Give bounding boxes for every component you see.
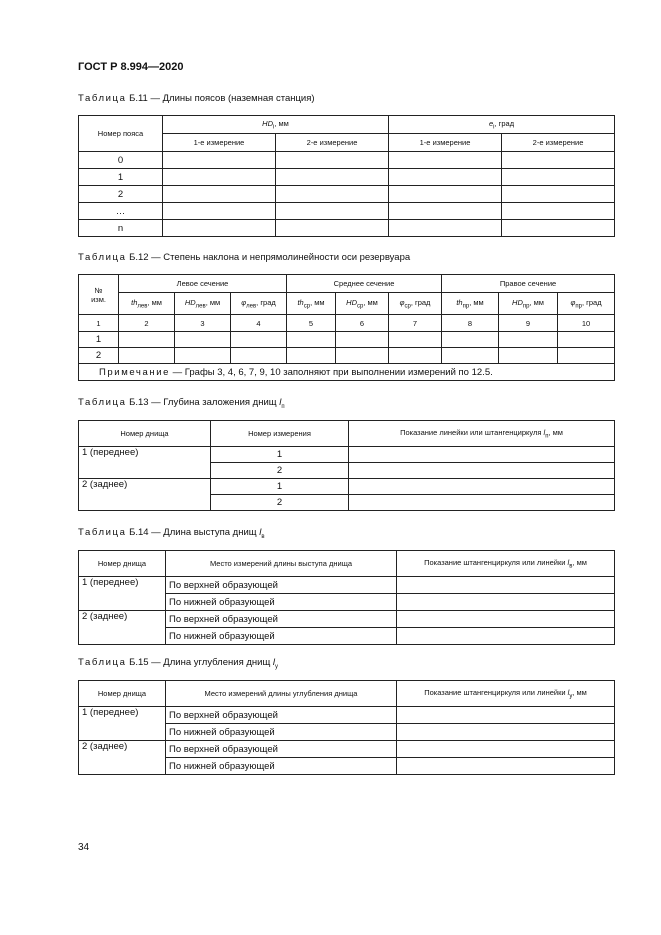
table-b14-title: Б.14 — Длина выступа днищ xyxy=(126,527,260,538)
column-number: 8 xyxy=(442,315,499,332)
measurement-place: По верхней образующей xyxy=(166,707,397,724)
measurement-place: По нижней образующей xyxy=(166,628,397,645)
table-b12-caption xyxy=(78,252,410,263)
table-label: Таблица xyxy=(78,397,127,408)
header-th-pr: $th_{пр}$, мм xyxy=(442,293,499,315)
measurement-place: По нижней образующей xyxy=(166,724,397,741)
measurement-place: По верхней образующей xyxy=(166,611,397,628)
row-label: 0 xyxy=(79,152,163,169)
measurement-place: По верхней образующей xyxy=(166,741,397,758)
header-measurement-place: Место измерений длины выступа днища xyxy=(166,551,397,577)
bottom-label: 1 (переднее) xyxy=(79,707,166,741)
header-reading: Показание штангенциркуля или линейки $l_в$, мм xyxy=(397,551,615,577)
page-number: 34 xyxy=(78,842,90,853)
header-right-section: Правое сечение xyxy=(442,275,615,293)
column-number: 7 xyxy=(389,315,442,332)
header-hd: $HD_i$, мм xyxy=(163,116,389,134)
column-number: 4 xyxy=(231,315,287,332)
table-row xyxy=(79,611,615,628)
row-label: … xyxy=(79,203,163,220)
header-reading: Показание линейки или штангенциркуля $l_п$, мм xyxy=(349,421,615,447)
table-row xyxy=(79,348,615,364)
table-label: Таблица xyxy=(78,527,127,538)
table-row xyxy=(79,152,615,169)
row-label: 2 xyxy=(79,348,119,364)
table-b12-title: Б.12 — Степень наклона и непрямолинейности оси резервуара xyxy=(126,252,411,263)
table-row xyxy=(79,707,615,724)
header-hd-sr: $HD_{ср}$, мм xyxy=(336,293,389,315)
table-row xyxy=(79,186,615,203)
column-number: 5 xyxy=(287,315,336,332)
table-b13-caption: Таблица Б.13 — Глубина заложения днищ $l_п$ xyxy=(78,397,285,410)
row-label: 1 xyxy=(79,332,119,348)
table-row xyxy=(79,577,615,594)
header-measurement-no: № изм. xyxy=(79,275,119,315)
header-hd-lev: $HD_{лев}$, мм xyxy=(175,293,231,315)
row-label: n xyxy=(79,220,163,237)
table-row xyxy=(79,479,615,495)
header-reading: Показание штангенциркуля или линейки $l_у$, мм xyxy=(397,681,615,707)
table-b15-caption: Таблица Б.15 — Длина углубления днищ $l_у$ xyxy=(78,657,279,670)
measurement-number: 2 xyxy=(211,463,349,479)
bottom-label: 2 (заднее) xyxy=(79,741,166,775)
header-belt-number: Номер пояса xyxy=(79,116,163,152)
header-phi-sr: $\varphi_{ср}$, град xyxy=(389,293,442,315)
column-number: 10 xyxy=(558,315,615,332)
measurement-number: 2 xyxy=(211,495,349,511)
table-row xyxy=(79,169,615,186)
measurement-place: По верхней образующей xyxy=(166,577,397,594)
measurement-place: По нижней образующей xyxy=(166,758,397,775)
header-hd-pr: $HD_{пр}$, мм xyxy=(499,293,558,315)
table-b14-caption: Таблица Б.14 — Длина выступа днищ $l_в$ xyxy=(78,527,265,540)
table-b13 xyxy=(78,420,615,511)
table-row xyxy=(79,447,615,463)
table-label: Таблица xyxy=(78,93,127,104)
table-b12-note: Примечание — Графы 3, 4, 6, 7, 9, 10 заполняют при выполнении измерений по 12.5. xyxy=(79,364,615,381)
header-e: $e_i$, град xyxy=(389,116,615,134)
column-number: 6 xyxy=(336,315,389,332)
bottom-label: 2 (заднее) xyxy=(79,611,166,645)
header-bottom-number: Номер днища xyxy=(79,681,166,707)
table-b13-title: Б.13 — Глубина заложения днищ xyxy=(126,397,280,408)
table-row xyxy=(79,741,615,758)
document-header: ГОСТ Р 8.994—2020 xyxy=(78,61,184,73)
column-number: 2 xyxy=(119,315,175,332)
header-bottom-number: Номер днища xyxy=(79,421,211,447)
header-left-section: Левое сечение xyxy=(119,275,287,293)
bottom-label: 1 (переднее) xyxy=(79,577,166,611)
column-number: 9 xyxy=(499,315,558,332)
measurement-number: 1 xyxy=(211,447,349,463)
column-number: 3 xyxy=(175,315,231,332)
table-b14 xyxy=(78,550,615,645)
header-measurement-place: Место измерений длины углубления днища xyxy=(166,681,397,707)
table-b11 xyxy=(78,115,615,237)
header-th-sr: $th_{ср}$, мм xyxy=(287,293,336,315)
table-row xyxy=(79,332,615,348)
header-phi-lev: $\varphi_{лев}$, град xyxy=(231,293,287,315)
header-measurement-number: Номер измерения xyxy=(211,421,349,447)
column-number: 1 xyxy=(79,315,119,332)
header-phi-pr: $\varphi_{пр}$, град xyxy=(558,293,615,315)
table-b12 xyxy=(78,274,615,381)
table-b15-title: Б.15 — Длина углубления днищ xyxy=(126,657,273,668)
header-meas-1: 1-е измерение xyxy=(163,134,276,152)
header-th-lev: $th_{лев}$, мм xyxy=(119,293,175,315)
table-row xyxy=(79,203,615,220)
table-label: Таблица xyxy=(78,657,127,668)
header-middle-section: Среднее сечение xyxy=(287,275,442,293)
bottom-label: 2 (заднее) xyxy=(79,479,211,511)
table-row xyxy=(79,220,615,237)
column-number-row xyxy=(79,315,615,332)
header-bottom-number: Номер днища xyxy=(79,551,166,577)
measurement-place: По нижней образующей xyxy=(166,594,397,611)
table-label: Таблица xyxy=(78,252,127,263)
header-meas-1: 1-е измерение xyxy=(389,134,502,152)
measurement-number: 1 xyxy=(211,479,349,495)
row-label: 2 xyxy=(79,186,163,203)
bottom-label: 1 (переднее) xyxy=(79,447,211,479)
table-b11-caption xyxy=(78,93,315,104)
table-b11-title: Б.11 — Длины поясов (наземная станция) xyxy=(126,93,315,104)
row-label: 1 xyxy=(79,169,163,186)
header-meas-2: 2-е измерение xyxy=(276,134,389,152)
header-meas-2: 2-е измерение xyxy=(502,134,615,152)
table-b15 xyxy=(78,680,615,775)
